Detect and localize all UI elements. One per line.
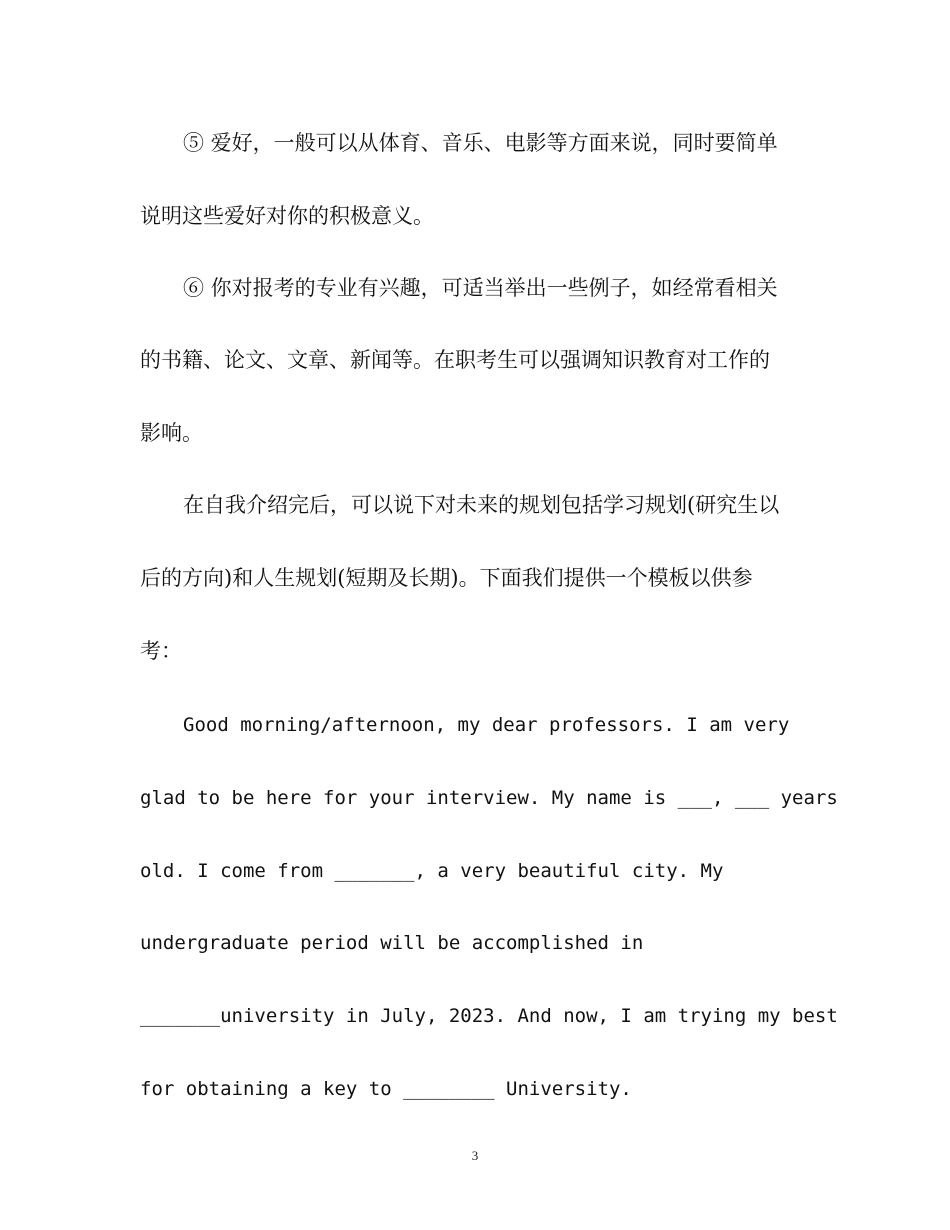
paragraph-interest-line-3: 影响。 — [140, 421, 203, 445]
template-english-line-1: Good morning/afternoon, my dear professors. I am very — [183, 714, 790, 736]
paragraph-hobby-line-1: ⑤ 爱好，一般可以从体育、音乐、电影等方面来说，同时要简单 — [183, 131, 778, 155]
paragraph-planning-line-2: 后的方向)和人生规划(短期及长期)。下面我们提供一个模板以供参 — [140, 566, 753, 590]
paragraph-planning-line-3: 考： — [140, 639, 182, 663]
page-number: 3 — [471, 1148, 479, 1163]
template-english-line-5: _______university in July, 2023. And now, I am trying my best — [140, 1005, 838, 1027]
paragraph-hobby-line-2: 说明这些爱好对你的积极意义。 — [140, 204, 434, 228]
paragraph-planning-line-1: 在自我介绍完后，可以说下对未来的规划包括学习规划(研究生以 — [183, 493, 780, 517]
template-english-line-3: old. I come from _______, a very beautiful city. My — [140, 860, 724, 882]
paragraph-interest-line-1: ⑥ 你对报考的专业有兴趣，可适当举出一些例子，如经常看相关 — [183, 276, 778, 300]
paragraph-interest-line-2: 的书籍、论文、文章、新闻等。在职考生可以强调知识教育对工作的 — [140, 348, 770, 372]
template-english-line-2: glad to be here for your interview. My name is ___, ___ years — [140, 787, 838, 809]
template-english-line-4: undergraduate period will be accomplished in — [140, 932, 644, 954]
template-english-line-6: for obtaining a key to ________ University. — [140, 1078, 632, 1100]
